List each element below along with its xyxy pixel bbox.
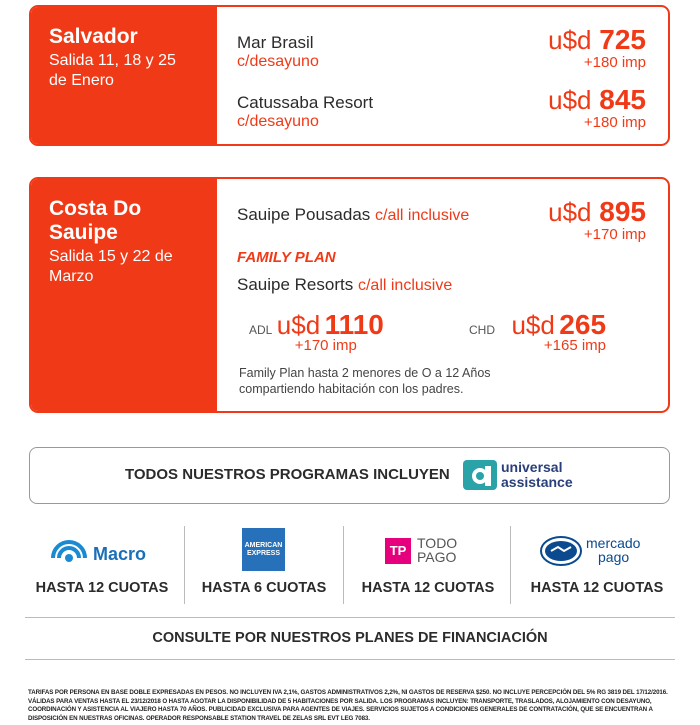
amex-line: EXPRESS	[246, 550, 281, 557]
chd-price	[469, 309, 606, 354]
tax-value: +180 imp	[583, 114, 646, 131]
mercadopago-name	[586, 536, 640, 564]
divider	[25, 617, 675, 618]
meal-plan: c/all inclusive	[357, 277, 453, 294]
note-line: compartiendo habitación con los padres.	[239, 382, 464, 396]
macro-name: Macro	[93, 544, 147, 564]
amex-icon	[242, 528, 285, 571]
currency: u$d	[548, 197, 592, 227]
separator	[510, 526, 511, 604]
bank-todopago	[343, 522, 513, 602]
mercadopago-line: mercado	[586, 535, 641, 551]
currency: u$d	[548, 25, 592, 55]
tax-value: +180 imp	[583, 54, 646, 71]
sauipe-header	[31, 179, 217, 411]
price-value: 725	[599, 24, 646, 55]
departure-dates: Salida 11, 18 y 25 de Enero	[49, 52, 176, 89]
tax-value: +170 imp	[294, 337, 357, 354]
hotel-name: Sauipe Pousadas	[237, 205, 371, 224]
price-sauipe-pousadas	[548, 197, 646, 243]
legal-text: TARIFAS POR PERSONA EN BASE DOBLE EXPRESADAS EN PESOS. NO INCLUYEN IVA 2,1%, GASTOS ADMINISTRATIVOS 2,2%, NI GASTOS DE RESERVA $250. NO INCLUYE PERCEPCIÓN DEL 5% RG 3819 DEL 17/12/2016. VÁLIDAS PARA VENTAS HASTA EL 23/12/2018 O HASTA AGOTAR LA DISPONIBILIDAD DE 5 HABITACIONES POR SALIDA. LOS PROGRAMAS INCLUYEN: TRANSPORTE, TRASLADOS, ALOJAMIENTO CON DESAYUNO, COORDINACIÓN Y ASISTENCIA AL VIAJERO HASTA 70 AÑOS. PUBLICIDAD EXCLUSIVA PARA AGENTES DE VIAJES. SERVICIOS SUJETOS A CONDICIONES GENERALES DE CONTRATACIÓN, QUE SE ENCUENTRAN A DISPOSICIÓN EN NUESTRAS OFICINAS. OPERADOR RESPONSABLE STATION TRAVEL DE ZELAS SRL EVT LEG 7083.	[28, 689, 668, 722]
price-catussaba	[548, 85, 646, 131]
divider	[25, 659, 675, 660]
todopago-name	[417, 536, 457, 564]
note-line: Family Plan hasta 2 menores de O a 12 Años	[239, 366, 491, 380]
hotel-catussaba	[237, 93, 373, 131]
tax-value: +165 imp	[543, 337, 607, 354]
hotel-name: Mar Brasil	[237, 33, 314, 52]
currency: u$d	[548, 85, 592, 115]
family-plan-note	[239, 365, 491, 397]
todopago-line: TODO	[417, 535, 458, 551]
destination-title: Costa Do Sauipe	[49, 197, 142, 244]
meal-plan: c/desayuno	[237, 113, 319, 130]
meal-plan: c/all inclusive	[375, 207, 470, 224]
price-value: 1110	[324, 309, 384, 340]
adl-price	[249, 309, 384, 354]
tax-value: +170 imp	[583, 226, 646, 243]
insurance-box	[29, 447, 670, 504]
price-value: 845	[599, 84, 646, 115]
cuotas-text: HASTA 12 CUOTAS	[35, 580, 169, 596]
cuotas-text: HASTA 6 CUOTAS	[201, 580, 327, 596]
currency: u$d	[276, 310, 321, 340]
price-mar-brasil	[548, 25, 646, 71]
hotel-name: Sauipe Resorts	[237, 275, 354, 294]
amex-line: AMERICAN	[244, 542, 283, 549]
price-value: 265	[559, 309, 607, 340]
mercadopago-line: pago	[598, 549, 630, 565]
insurance-text: TODOS NUESTROS PROGRAMAS INCLUYEN	[125, 466, 450, 483]
universal-assistance-icon	[463, 460, 497, 490]
sauipe-card	[29, 177, 670, 413]
todopago-line: PAGO	[417, 549, 457, 565]
brand-text	[501, 460, 573, 490]
financing-text: CONSULTE POR NUESTROS PLANES DE FINANCIACIÓN	[152, 630, 548, 646]
bank-macro	[17, 522, 187, 602]
brand-line: universal	[501, 459, 563, 475]
chd-label: CHD	[469, 323, 495, 337]
cuotas-text: HASTA 12 CUOTAS	[361, 580, 495, 596]
bank-mercadopago	[512, 522, 682, 602]
currency: u$d	[511, 310, 555, 340]
hotel-mar-brasil	[237, 33, 319, 71]
universal-assistance-logo	[463, 458, 603, 492]
hotel-name: Catussaba Resort	[237, 93, 374, 112]
hotel-sauipe-pousadas	[237, 205, 469, 225]
meal-plan: c/desayuno	[237, 53, 319, 70]
family-plan-title: FAMILY PLAN	[237, 249, 336, 266]
hotel-sauipe-resorts	[237, 275, 452, 295]
todopago-icon: TP	[385, 538, 411, 564]
mercadopago-icon	[540, 536, 582, 566]
departure-dates: Salida 15 y 22 de Marzo	[49, 248, 173, 285]
price-value: 895	[599, 196, 646, 227]
macro-icon	[49, 536, 89, 566]
bank-amex	[179, 522, 349, 602]
salvador-card	[29, 5, 670, 146]
salvador-header	[31, 7, 217, 144]
brand-line: assistance	[501, 474, 573, 490]
adl-label: ADL	[249, 323, 273, 337]
destination-title: Salvador	[49, 25, 138, 48]
cuotas-text: HASTA 12 CUOTAS	[530, 580, 664, 596]
